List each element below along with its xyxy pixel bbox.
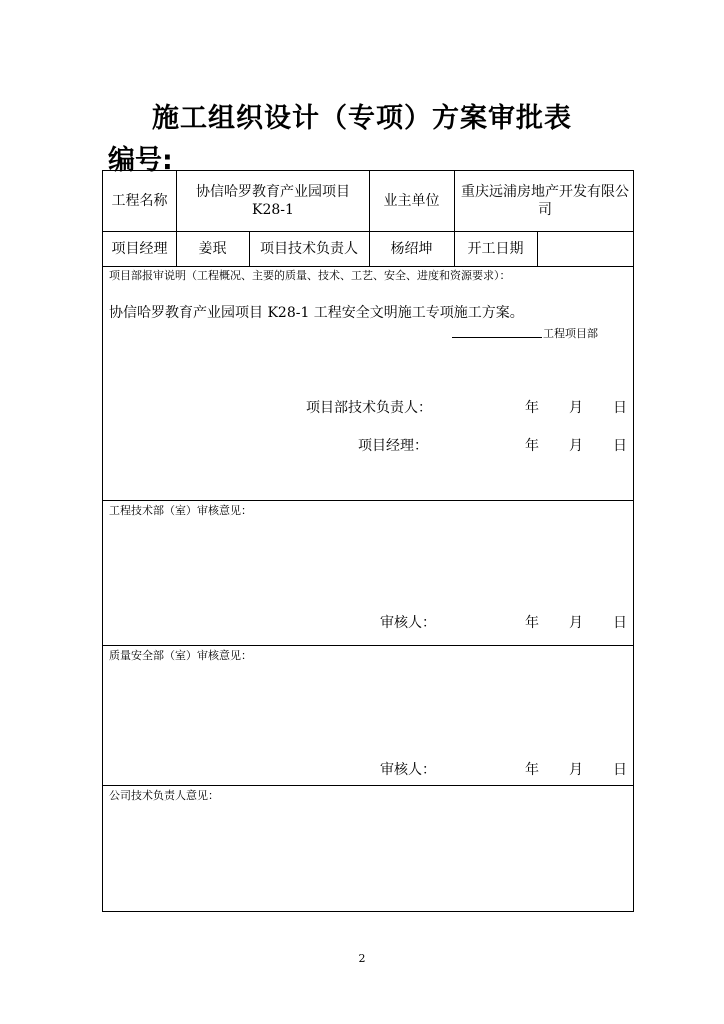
month-label: 月: [569, 762, 583, 778]
section-header-company-tech-lead: 公司技术负责人意见：: [109, 789, 219, 802]
year-label: 年: [525, 438, 539, 454]
day-label: 日: [613, 615, 627, 631]
page-title: 施工组织设计（专项）方案审批表: [152, 103, 572, 134]
section-header-engineering-review: 工程技术部（室）审核意见：: [109, 504, 252, 517]
tech-lead-signature-label: 项目部技术负责人：: [306, 400, 432, 416]
month-label: 月: [569, 615, 583, 631]
row-divider: [103, 266, 633, 267]
column-divider: [454, 171, 455, 231]
project-name-value: 协信哈罗教育产业园项目 K28-1: [196, 184, 350, 218]
year-label: 年: [525, 762, 539, 778]
department-suffix: 工程项目部: [543, 327, 598, 340]
owner-label: 业主单位: [383, 193, 440, 209]
submission-content: 协信哈罗教育产业园项目 K28-1 工程安全文明施工专项施工方案。: [109, 305, 524, 321]
month-label: 月: [569, 400, 583, 416]
column-divider: [176, 171, 177, 231]
start-date-value: [537, 231, 633, 266]
day-label: 日: [613, 400, 627, 416]
approval-form-table: [102, 170, 634, 912]
department-blank-line: [452, 337, 542, 338]
row-divider: [103, 500, 633, 501]
reviewer-label: 审核人：: [380, 615, 436, 631]
year-label: 年: [525, 615, 539, 631]
reviewer-label: 审核人：: [380, 762, 436, 778]
section-header-quality-safety-review: 质量安全部（室）审核意见：: [109, 649, 252, 662]
project-manager-value: 姜珉: [198, 240, 227, 257]
project-name-label: 工程名称: [111, 193, 168, 209]
month-label: 月: [569, 438, 583, 454]
row-divider: [103, 785, 633, 786]
year-label: 年: [525, 400, 539, 416]
day-label: 日: [613, 438, 627, 454]
tech-lead-value: 杨绍坤: [390, 240, 433, 257]
project-manager-label: 项目经理: [111, 240, 168, 257]
page-number: 2: [358, 952, 366, 965]
day-label: 日: [613, 762, 627, 778]
owner-value: 重庆远浦房地产开发有限公司: [461, 184, 629, 218]
start-date-label: 开工日期: [467, 240, 524, 257]
tech-lead-label: 项目技术负责人: [260, 240, 358, 257]
serial-number-label: 编号:: [108, 145, 173, 176]
section-header-submission-notes: 项目部报审说明（工程概况、主要的质量、技术、工艺、安全、进度和资源要求）：: [109, 269, 511, 282]
pm-signature-label: 项目经理：: [358, 438, 428, 454]
row-divider: [103, 645, 633, 646]
